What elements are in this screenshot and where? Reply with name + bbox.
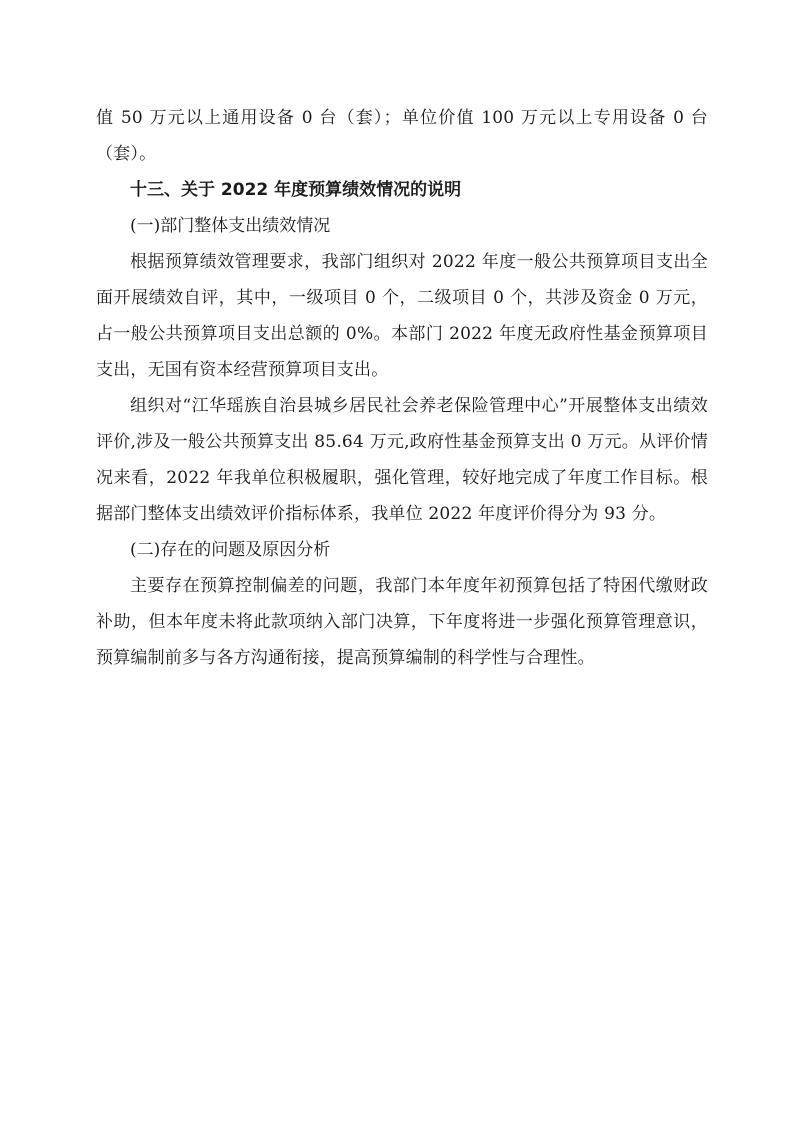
subsection-1-title: (一)部门整体支出绩效情况	[130, 216, 331, 236]
subsection-2-paragraph-1: 主要存在预算控制偏差的问题，我部门本年度年初预算包括了特困代缴财政补助，但本年度未将此款项纳入部门决算，下年度将进一步强化预算管理意识，预算编制前多与各方沟通衔接，提高预算编制的科学性与合理性。	[96, 576, 708, 668]
section-heading: 十三、关于 2022 年度预算绩效情况的说明	[130, 180, 462, 200]
subsection-2-title: (二)存在的问题及原因分析	[130, 540, 331, 560]
intro-paragraph: 值 50 万元以上通用设备 0 台（套）；单位价值 100 万元以上专用设备 0 台（套）。	[96, 108, 708, 164]
subsection-1-paragraph-2: 组织对“江华瑶族自治县城乡居民社会养老保险管理中心”开展整体支出绩效评价,涉及一般公共预算支出 85.64 万元,政府性基金预算支出 0 万元。从评价情况来看，2022 年我单位积极履职，强化管理，较好地完成了年度工作目标。根据部门整体支出绩效评价指标体系，我单位 2022 年度评价得分为 93 分。	[96, 396, 708, 524]
document-page	[96, 100, 708, 676]
subsection-1-paragraph-1: 根据预算绩效管理要求，我部门组织对 2022 年度一般公共预算项目支出全面开展绩效自评，其中，一级项目 0 个，二级项目 0 个，共涉及资金 0 万元，占一般公共预算项目支出总额的 0%。本部门 2022 年度无政府性基金预算项目支出，无国有资本经营预算项目支出。	[96, 252, 708, 380]
